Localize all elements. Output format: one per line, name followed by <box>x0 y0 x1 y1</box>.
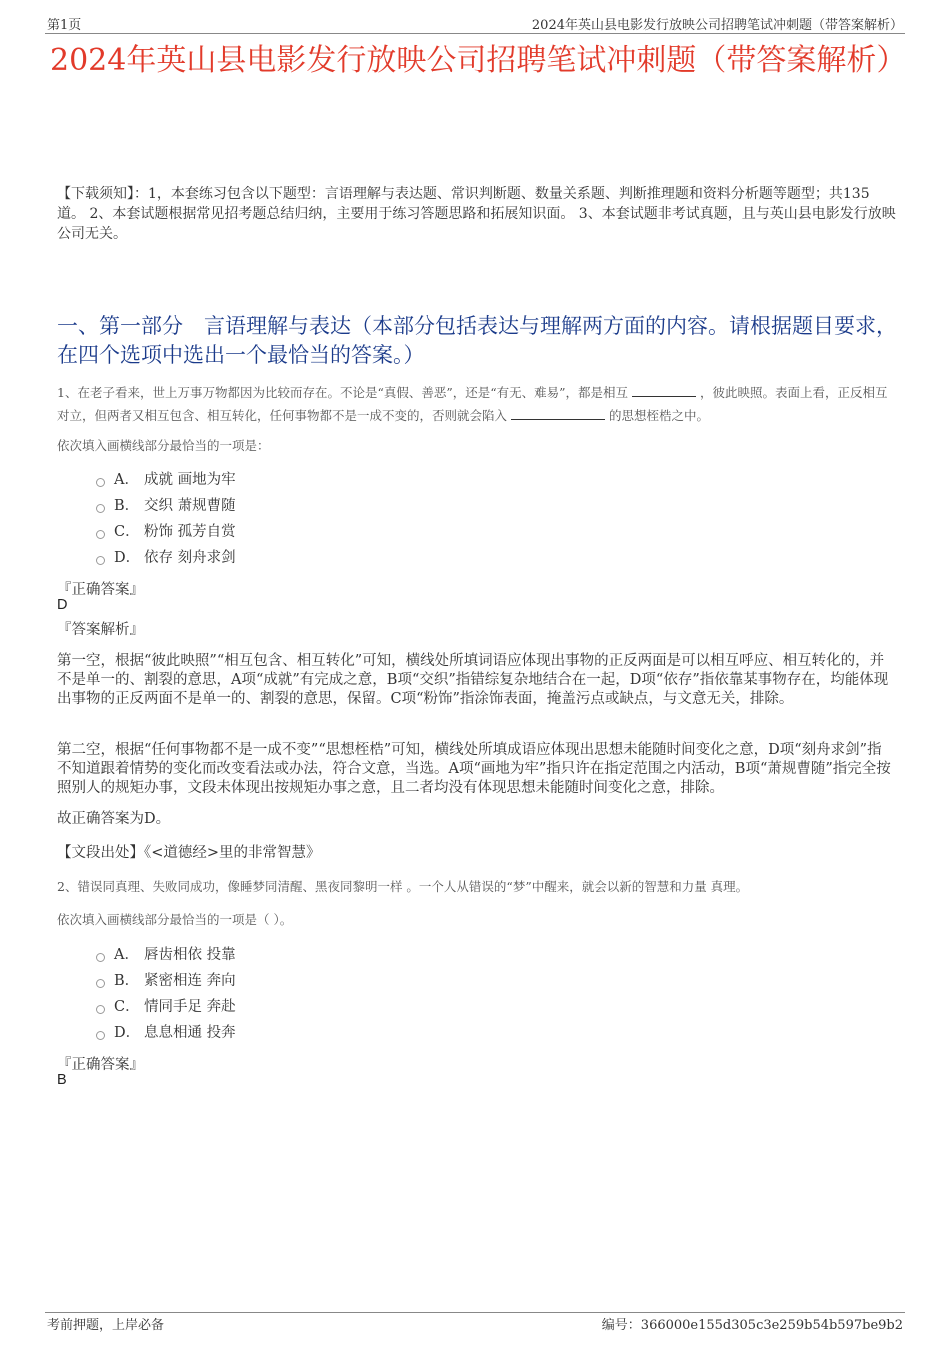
document-code: 编号：366000e155d305c3e259b54b597be9b2 <box>601 1318 903 1333</box>
question-1-part-3: 的思想桎梏之中。 <box>608 408 709 423</box>
option-letter: D． <box>114 1025 141 1041</box>
option-letter: C． <box>114 524 140 540</box>
question-1-options <box>96 467 236 571</box>
question-1-text <box>57 381 897 427</box>
section-heading: 一、第一部分 言语理解与表达（本部分包括表达与理解两方面的内容。请根据题目要求，在四个选项中选出一个最恰当的答案。） <box>57 314 897 367</box>
footer-slogan: 考前押题，上岸必备 <box>47 1318 165 1333</box>
radio-icon[interactable] <box>96 530 105 539</box>
correct-answer: D <box>57 597 68 613</box>
analysis-paragraph-2: 第二空，根据“任何事物都不是一成不变”“思想桎梏”可知，横线处所填成语应体现出思想未能随时间变化之意，D项“刻舟求剑”指不知道跟着情势的变化而改变看法或办法，符合文意，当选。A项“画地为牢”指只许在指定范围之内活动，B项“萧规曹随”指完全按照别人的规矩办事，文段未体现出按规矩办事之意，且二者均没有体现思想未能随时间变化之意，排除。 <box>57 742 891 796</box>
analysis-paragraph-1: 第一空，根据“彼此映照”“相互包含、相互转化”可知，横线处所填词语应体现出事物的正反两面是可以相互呼应、相互转化的，并不是单一的、割裂的意思，A项“成就”有完成之意，B项“交织”指错综复杂地结合在一起，D项“依存”指依靠某事物存在，均能体现出事物的正反两面不是单一的、割裂的意思，保留。C项“粉饰”指涂饰表面，掩盖污点或缺点，与文意无关，排除。 <box>57 653 889 707</box>
option-letter: B． <box>114 498 140 514</box>
option-text: 情同手足 奔赴 <box>144 999 236 1015</box>
radio-icon[interactable] <box>96 1005 105 1014</box>
radio-icon[interactable] <box>96 1031 105 1040</box>
radio-icon[interactable] <box>96 504 105 513</box>
option-text: 依存 刻舟求剑 <box>144 550 236 566</box>
blank-1 <box>632 382 696 397</box>
blank-2 <box>511 405 605 420</box>
question-1-part-2: ，彼此映照。表面上看，正反相互对立，但两者又相互包含、相互转化，任何事物都不是一成不变的，否则就会陷入 <box>57 385 888 423</box>
source-citation: 【文段出处】《<道德经>里的非常智慧》 <box>57 845 321 861</box>
option-b[interactable] <box>96 493 236 519</box>
question-1-part-1: 1、在老子看来，世上万事万物都因为比较而存在。不论是“真假、善恶”，还是“有无、难易”，都是相互 <box>57 385 629 400</box>
option-letter: B． <box>114 973 140 989</box>
option-text: 紧密相连 奔向 <box>144 973 236 989</box>
answer-label: 『正确答案』 <box>57 1057 144 1073</box>
option-d[interactable] <box>96 1020 236 1046</box>
question-2-text: 2、错误同真理、失败同成功，像睡梦同清醒、黑夜同黎明一样 。一个人从错误的“梦”中醒来，就会以新的智慧和力量 真理。 <box>57 879 749 894</box>
conclusion: 故正确答案为D。 <box>57 811 171 827</box>
page-number: 第1页 <box>47 18 82 33</box>
download-notice: 【下载须知】：1，本套练习包含以下题型：言语理解与表达题、常识判断题、数量关系题、判断推理题和资料分析题等题型；共135道。 2、本套试题根据常见招考题总结归纳，主要用于练习答题思路和拓展知识面。 3、本套试题非考试真题，且与英山县电影发行放映公司无关。 <box>57 186 896 242</box>
radio-icon[interactable] <box>96 953 105 962</box>
question-1-instruction: 依次填入画横线部分最恰当的一项是： <box>57 438 270 453</box>
radio-icon[interactable] <box>96 556 105 565</box>
option-letter: A． <box>114 947 139 963</box>
option-letter: A． <box>114 472 139 488</box>
question-2-options <box>96 942 236 1046</box>
option-text: 唇齿相依 投靠 <box>144 947 236 963</box>
option-letter: C． <box>114 999 140 1015</box>
question-2-instruction: 依次填入画横线部分最恰当的一项是（ ）。 <box>57 912 293 927</box>
answer-label: 『正确答案』 <box>57 582 144 598</box>
option-d[interactable] <box>96 545 236 571</box>
correct-answer: B <box>57 1072 67 1088</box>
option-c[interactable] <box>96 519 236 545</box>
option-b[interactable] <box>96 968 236 994</box>
option-text: 成就 画地为牢 <box>144 472 236 488</box>
option-letter: D． <box>114 550 141 566</box>
header-divider <box>45 33 905 34</box>
option-a[interactable] <box>96 942 236 968</box>
option-c[interactable] <box>96 994 236 1020</box>
option-text: 粉饰 孤芳自赏 <box>144 524 236 540</box>
footer-divider <box>45 1312 905 1313</box>
header-doc-title: 2024年英山县电影发行放映公司招聘笔试冲刺题（带答案解析） <box>531 18 903 33</box>
option-text: 息息相通 投奔 <box>144 1025 236 1041</box>
radio-icon[interactable] <box>96 478 105 487</box>
analysis-label: 『答案解析』 <box>57 622 144 638</box>
option-a[interactable] <box>96 467 236 493</box>
document-title: 2024年英山县电影发行放映公司招聘笔试冲刺题（带答案解析） <box>50 43 907 78</box>
option-text: 交织 萧规曹随 <box>144 498 236 514</box>
radio-icon[interactable] <box>96 979 105 988</box>
